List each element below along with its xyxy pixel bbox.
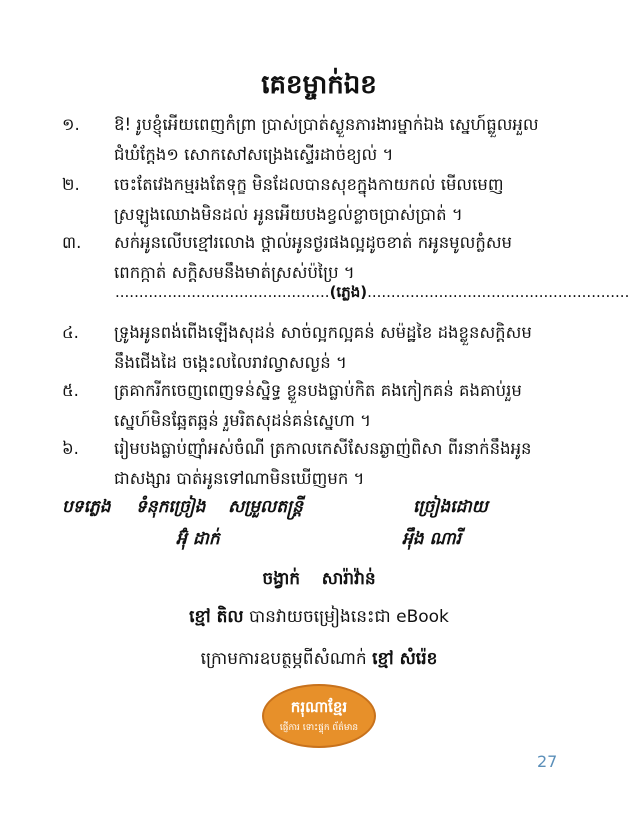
verse-3 [62, 228, 562, 288]
verse-number: ៦. [62, 439, 79, 458]
page-number: 27 [537, 752, 558, 771]
logo-title: ករុណាខ្មែរ [290, 697, 348, 716]
verse-number: ២. [62, 175, 80, 194]
verse-line: ពេកក្កាត់ សក្តិសមនឹងមាត់ស្រស់ប៉ប្រៃ ។ [114, 263, 355, 282]
rhythm-label: ចង្វាក់ [262, 569, 301, 589]
credit-arrange-label: សម្រួលតន្ត្រី [228, 497, 303, 517]
verse-6 [62, 434, 562, 494]
verse-1 [62, 110, 562, 170]
singer-name: អុឹង ណារី [402, 529, 462, 549]
credit-singer-label: ច្រៀងដោយ [413, 497, 488, 517]
verse-line: ត្រគាករីកចេញពេញទន់ស្និទ្ធ ខ្លួនបងធ្លាប់កិត គងកៀកគន់ គងគាប់រួម [114, 381, 522, 400]
verse-4 [62, 318, 562, 378]
verse-line: រៀមបងធ្លាប់ញ៉ាំអស់ចំណី ត្រកាលកេសីសែនឆ្ងាញ់ពិសា ពីរនាក់នឹងអូន [114, 439, 532, 458]
verse-line: ចេះតែវេងកម្មរងតែទុក្ខ មិនដែលបានសុខក្នុងកាយកល់ មើលមេញ [114, 175, 504, 194]
credit-lyrics-label: ទំនុកច្រៀង [136, 497, 206, 517]
verse-number: ៣. [62, 233, 82, 252]
verse-number: ១. [62, 115, 80, 134]
transcriber-text: បានវាយចម្រៀងនេះជា [249, 607, 391, 627]
verse-line: នឹងជើងដៃ ចង្កេះលលៃរាវល្វាសល្ងន់ ។ [114, 353, 347, 372]
verse-line: ស្នេហ៍មិនឆ្អែតឆ្អន់ រួមរិតសុដន់គន់ស្នេហា ។ [114, 411, 372, 430]
verse-5 [62, 376, 562, 436]
transcriber-line [0, 606, 638, 631]
verse-2 [62, 170, 562, 230]
verse-line: ឱ! រូបខ្ញុំអើយពេញកំព្រា ប្រាស់ប្រាត់ស្ងួនភារងារម្នាក់ឯង ស្នេហ៍ធ្លួលអួល [114, 115, 539, 134]
interlude-dots-left: ............................................. [115, 283, 330, 301]
interlude-label: (ភ្លេង) [329, 283, 368, 301]
credit-music-label: បទភ្លេង [62, 497, 111, 517]
transcriber-name: ខ្មៅ តិល [189, 607, 244, 627]
verse-line: ជំឃំក្តែង១ សោកសៅសង្រេងស្ទើរដាច់ខ្យល់ ។ [114, 145, 394, 164]
sponsor-line [0, 648, 638, 673]
interlude-line [115, 283, 630, 305]
verse-line: ទ្រូងអូនពង់ពើងឡើងសុដន់ សាច់ល្អកល្អគន់ សម៉ដ្ឋខៃ ដងខ្លួនសក្តិសម [114, 323, 532, 342]
song-title: គេខម្ចាក់ឯខ [261, 70, 377, 100]
logo-subtitle: ផ្ញើការ ទោះផ្ទុក ព័ត៌មាន [279, 722, 359, 733]
rhythm-line [0, 568, 638, 593]
rhythm-value: សារ៉ាវ៉ាន់ [321, 569, 376, 589]
karuna-khmer-logo [262, 684, 376, 748]
verse-line: សក់អូនលើបខ្មៅរលោង ថ្ពាល់អូនថ្ងរផងល្អដូចខាត់ កអូនមូលក្លំសម [114, 233, 513, 252]
sponsor-text: ក្រោមការឧបត្ថម្ភពីសំណាក់ [200, 649, 367, 669]
verse-line: ស្រឡូងឈោងមិនដល់ អូនអើយបងខ្វល់ខ្លាចប្រាស់ប្រាត់ ។ [114, 205, 463, 224]
interlude-dots-right: ....................................................... [367, 283, 630, 301]
ebook-label: eBook [396, 607, 449, 627]
sponsor-name: ខ្មៅ សំរ៉េខ [372, 649, 438, 669]
composer-name: អ៊ុំ ដាក់ [176, 529, 220, 549]
verse-line: ជាសង្សារ បាត់អូនទៅណាមិនឃើញមក ។ [114, 469, 365, 488]
verse-number: ៥. [62, 381, 79, 400]
verse-number: ៤. [62, 323, 79, 342]
